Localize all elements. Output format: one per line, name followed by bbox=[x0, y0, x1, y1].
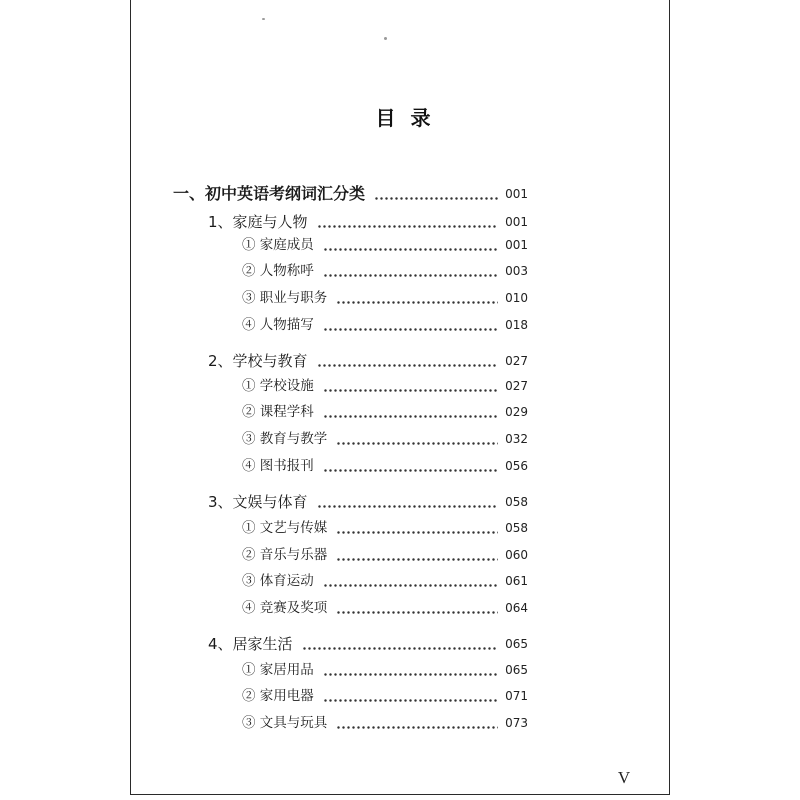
dot-leader bbox=[324, 402, 498, 422]
toc-item-page: 003 bbox=[505, 264, 528, 278]
page-folio: V bbox=[617, 768, 631, 787]
dot-leader bbox=[337, 713, 498, 733]
dot-leader bbox=[337, 545, 498, 565]
dot-leader bbox=[318, 212, 499, 232]
toc-section-page: 001 bbox=[505, 215, 528, 229]
toc-item-label: ② 音乐与乐器 bbox=[242, 547, 328, 563]
dot-leader bbox=[337, 429, 498, 449]
toc-item-page: 060 bbox=[505, 548, 528, 562]
dot-leader bbox=[337, 288, 498, 308]
toc-section-label: 1、家庭与人物 bbox=[208, 213, 308, 231]
toc-item-label: ④ 人物描写 bbox=[242, 317, 314, 333]
toc-item-page: 010 bbox=[505, 291, 528, 305]
dot-leader bbox=[303, 634, 499, 654]
dot-leader bbox=[324, 686, 498, 706]
dot-leader bbox=[375, 184, 498, 204]
toc-item-page: 029 bbox=[505, 405, 528, 419]
toc-item-entry bbox=[242, 315, 528, 335]
toc-item-entry bbox=[242, 518, 528, 538]
toc-item-entry bbox=[242, 686, 528, 706]
toc-section-page: 058 bbox=[505, 495, 528, 509]
toc-item-label: ③ 文具与玩具 bbox=[242, 715, 328, 731]
toc-item-entry bbox=[242, 571, 528, 591]
toc-item-entry bbox=[242, 376, 528, 396]
toc-section-entry bbox=[208, 492, 528, 512]
toc-item-page: 065 bbox=[505, 663, 528, 677]
toc-item-label: ① 文艺与传媒 bbox=[242, 520, 328, 536]
toc-item-label: ② 家用电器 bbox=[242, 688, 314, 704]
toc-item-page: 058 bbox=[505, 521, 528, 535]
dot-leader bbox=[337, 518, 498, 538]
toc-item-label: ③ 职业与职务 bbox=[242, 290, 328, 306]
toc-item-page: 064 bbox=[505, 601, 528, 615]
toc-item-entry bbox=[242, 261, 528, 281]
toc-item-entry bbox=[242, 456, 528, 476]
toc-section-entry bbox=[208, 634, 528, 654]
toc-item-entry bbox=[242, 235, 528, 255]
dot-leader bbox=[318, 492, 499, 512]
dot-leader bbox=[324, 571, 498, 591]
toc-item-label: ④ 图书报刊 bbox=[242, 458, 314, 474]
dot-leader bbox=[324, 235, 498, 255]
scan-speck bbox=[262, 18, 265, 20]
toc-item-entry bbox=[242, 598, 528, 618]
toc-item-page: 018 bbox=[505, 318, 528, 332]
dot-leader bbox=[324, 660, 498, 680]
toc-item-page: 027 bbox=[505, 379, 528, 393]
toc-chapter-label: 一、初中英语考纲词汇分类 bbox=[173, 184, 366, 203]
toc-item-entry bbox=[242, 429, 528, 449]
toc-section-entry bbox=[208, 212, 528, 232]
dot-leader bbox=[318, 351, 499, 371]
dot-leader bbox=[324, 456, 498, 476]
toc-section-page: 027 bbox=[505, 354, 528, 368]
toc-section-label: 4、居家生活 bbox=[208, 635, 293, 653]
toc-section-label: 2、学校与教育 bbox=[208, 352, 308, 370]
dot-leader bbox=[324, 261, 498, 281]
toc-item-entry bbox=[242, 713, 528, 733]
dot-leader bbox=[324, 376, 498, 396]
toc-item-page: 001 bbox=[505, 238, 528, 252]
toc-item-page: 061 bbox=[505, 574, 528, 588]
toc-item-label: ① 家居用品 bbox=[242, 662, 314, 678]
toc-section-label: 3、文娱与体育 bbox=[208, 493, 308, 511]
toc-item-label: ④ 竞赛及奖项 bbox=[242, 600, 328, 616]
scan-speck bbox=[384, 37, 387, 40]
toc-item-label: ③ 体育运动 bbox=[242, 573, 314, 589]
toc-title: 目 录 bbox=[375, 106, 435, 130]
toc-item-page: 073 bbox=[505, 716, 528, 730]
toc-chapter-entry bbox=[173, 184, 528, 204]
toc-section-page: 065 bbox=[505, 637, 528, 651]
toc-section-entry bbox=[208, 351, 528, 371]
toc-item-label: ③ 教育与教学 bbox=[242, 431, 328, 447]
toc-chapter-page: 001 bbox=[505, 187, 528, 201]
dot-leader bbox=[337, 598, 498, 618]
toc-item-page: 032 bbox=[505, 432, 528, 446]
toc-item-entry bbox=[242, 545, 528, 565]
toc-item-label: ② 人物称呼 bbox=[242, 263, 314, 279]
dot-leader bbox=[324, 315, 498, 335]
toc-item-page: 071 bbox=[505, 689, 528, 703]
toc-item-entry bbox=[242, 288, 528, 308]
toc-item-label: ① 家庭成员 bbox=[242, 237, 314, 253]
toc-item-page: 056 bbox=[505, 459, 528, 473]
toc-item-entry bbox=[242, 402, 528, 422]
toc-item-label: ① 学校设施 bbox=[242, 378, 314, 394]
toc-item-label: ② 课程学科 bbox=[242, 404, 314, 420]
toc-item-entry bbox=[242, 660, 528, 680]
